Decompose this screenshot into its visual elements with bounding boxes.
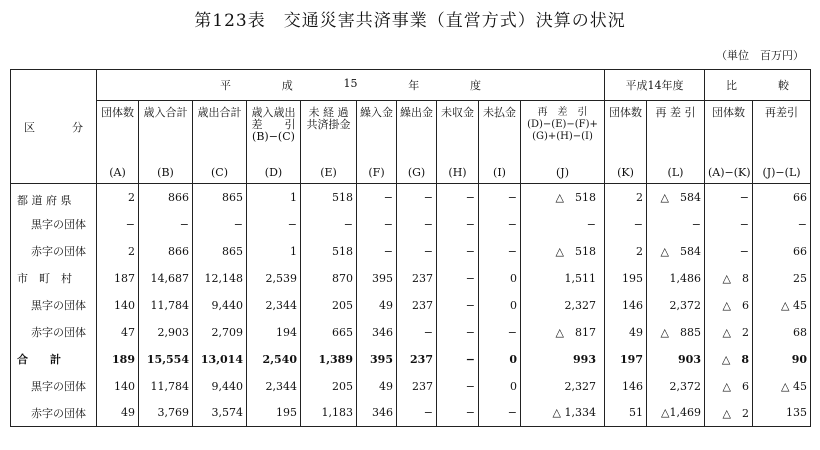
table-cell: − <box>357 184 397 211</box>
column-header <box>605 101 647 184</box>
column-header <box>397 101 437 184</box>
table-cell: 2 <box>97 184 139 211</box>
column-header-code: (H) <box>448 166 467 179</box>
column-header-code: (C) <box>211 166 228 179</box>
column-header <box>357 101 397 184</box>
table-cell: − <box>479 319 521 346</box>
h15-char-1: 平 <box>220 79 231 92</box>
table-cell: − <box>397 238 437 265</box>
h15-char-2: 成 <box>281 79 293 92</box>
h14-group-header: 平成14年度 <box>605 70 705 101</box>
table-cell: − <box>437 238 479 265</box>
table-cell: − <box>479 184 521 211</box>
table-cell: 2,372 <box>647 373 705 400</box>
table-cell: 346 <box>357 400 397 427</box>
row-label: 都 道 府 県 <box>11 184 97 211</box>
table-cell: △ 518 <box>521 184 605 211</box>
table-cell: 49 <box>357 292 397 319</box>
table-cell: △ 2 <box>705 400 753 427</box>
column-header-code: (J)−(L) <box>762 166 801 179</box>
table-row <box>11 238 811 265</box>
row-label: 赤字の団体 <box>11 400 97 427</box>
table-cell: 1 <box>247 184 301 211</box>
table-cell: − <box>97 211 139 238</box>
column-header-label: 団体数 <box>609 106 642 119</box>
table-cell: 11,784 <box>139 292 193 319</box>
table-cell: 2 <box>605 184 647 211</box>
table-cell: 2,539 <box>247 265 301 292</box>
table-cell: 1 <box>247 238 301 265</box>
table-row <box>11 265 811 292</box>
column-header-label: 団体数 <box>101 106 134 119</box>
kubun-char-2: 分 <box>72 120 83 134</box>
column-header-code: (A) <box>109 166 126 179</box>
column-header-label: 繰出金 <box>400 106 433 119</box>
table-cell: △ 584 <box>647 238 705 265</box>
table-cell: − <box>397 400 437 427</box>
column-header <box>479 101 521 184</box>
table-cell: 0 <box>479 346 521 373</box>
table-cell: − <box>357 211 397 238</box>
table-cell: 1,511 <box>521 265 605 292</box>
table-cell: 237 <box>397 265 437 292</box>
table-row <box>11 400 811 427</box>
table-cell: 865 <box>193 238 247 265</box>
column-header-label: 再 差 引 <box>655 106 696 119</box>
column-header <box>247 101 301 184</box>
table-cell: − <box>479 400 521 427</box>
row-label: 赤字の団体 <box>11 238 97 265</box>
column-header <box>97 101 139 184</box>
table-cell: − <box>437 211 479 238</box>
table-cell: △ 45 <box>781 298 807 312</box>
table-cell: 187 <box>97 265 139 292</box>
table-cell: − <box>139 211 193 238</box>
table-cell: △ 45 <box>781 379 807 393</box>
table-cell: − <box>357 238 397 265</box>
table-cell: − <box>397 319 437 346</box>
column-header-code: (K) <box>617 166 634 179</box>
table-cell: 237 <box>397 346 437 373</box>
table-cell: △ 584 <box>647 184 705 211</box>
table-cell: 1,486 <box>647 265 705 292</box>
row-label: 合 計 <box>11 346 97 373</box>
table-cell: 2 <box>97 238 139 265</box>
table-cell: − <box>521 211 605 238</box>
table-cell: 189 <box>97 346 139 373</box>
table-cell: 0 <box>479 373 521 400</box>
table-cell: 140 <box>97 373 139 400</box>
table-cell: 197 <box>605 346 647 373</box>
h15-char-3: 15 <box>343 77 358 90</box>
column-header-code: (A)−(K) <box>708 166 751 179</box>
table-cell: 518 <box>301 238 357 265</box>
table-cell: 3,769 <box>139 400 193 427</box>
column-header <box>301 101 357 184</box>
column-header-label: 未払金 <box>483 106 516 119</box>
table-cell: △ 817 <box>521 319 605 346</box>
column-header-code: (F) <box>368 166 385 179</box>
table-cell: 903 <box>647 346 705 373</box>
table-cell: △ 6 <box>705 373 753 400</box>
table-cell: 9,440 <box>193 292 247 319</box>
column-header <box>193 101 247 184</box>
column-header-code: (I) <box>493 166 506 179</box>
column-header-label: 歳入合計 <box>143 106 188 119</box>
settlement-table <box>10 69 811 427</box>
table-cell: 194 <box>247 319 301 346</box>
table-cell: 2,372 <box>647 292 705 319</box>
table-cell: 135 <box>786 406 807 420</box>
table-cell: 2 <box>605 238 647 265</box>
table-cell: 49 <box>97 400 139 427</box>
table-cell: 395 <box>357 265 397 292</box>
column-header-label: 繰入金 <box>360 106 393 119</box>
table-row <box>11 373 811 400</box>
table-cell: 13,014 <box>193 346 247 373</box>
table-cell: 66 <box>793 190 807 204</box>
table-cell: − <box>437 346 479 373</box>
table-cell: 47 <box>97 319 139 346</box>
table-cell: 2,344 <box>247 292 301 319</box>
table-cell: 3,574 <box>193 400 247 427</box>
table-cell: − <box>301 211 357 238</box>
table-cell: 346 <box>357 319 397 346</box>
table-cell: 2,540 <box>247 346 301 373</box>
table-cell: − <box>437 319 479 346</box>
table-cell: 2,344 <box>247 373 301 400</box>
table-cell: − <box>437 400 479 427</box>
column-header <box>647 101 705 184</box>
kubun-header <box>11 70 97 184</box>
table-cell: 25 <box>793 271 807 285</box>
row-label: 赤字の団体 <box>11 319 97 346</box>
column-header <box>139 101 193 184</box>
table-cell: △1,469 <box>647 400 705 427</box>
table-cell: − <box>437 292 479 319</box>
table-cell: 90 <box>791 352 807 366</box>
row-label: 黒字の団体 <box>11 373 97 400</box>
table-cell: 1,389 <box>301 346 357 373</box>
table-cell: 146 <box>605 373 647 400</box>
column-header <box>437 101 479 184</box>
table-title: 第123表 交通災害共済事業（直営方式）決算の状況 <box>194 11 626 31</box>
table-cell: △ 1,334 <box>521 400 605 427</box>
table-cell: 237 <box>397 292 437 319</box>
table-cell: 205 <box>301 373 357 400</box>
table-cell: − <box>605 211 647 238</box>
table-cell: 49 <box>605 319 647 346</box>
table-cell: 2,327 <box>521 373 605 400</box>
table-cell: △ 885 <box>647 319 705 346</box>
kubun-char-1: 区 <box>24 120 35 134</box>
table-cell: 15,554 <box>139 346 193 373</box>
column-header <box>521 101 605 184</box>
table-cell: 0 <box>479 265 521 292</box>
table-cell: − <box>397 184 437 211</box>
table-cell: 195 <box>247 400 301 427</box>
table-cell: 2,327 <box>521 292 605 319</box>
table-cell: − <box>705 238 753 265</box>
table-row <box>11 346 811 373</box>
table-cell: − <box>479 238 521 265</box>
table-cell: 49 <box>357 373 397 400</box>
table-cell: − <box>193 211 247 238</box>
row-label: 黒字の団体 <box>11 211 97 238</box>
column-header-code: (G) <box>407 166 426 179</box>
table-cell: 68 <box>793 325 807 339</box>
table-cell: △ 6 <box>705 292 753 319</box>
column-header-label: 再 差 引 (D)−(E)−(F)+ (G)+(H)−(I) <box>527 107 598 142</box>
table-cell: − <box>397 211 437 238</box>
column-header-label: 再差引 <box>765 106 798 119</box>
table-cell: 146 <box>605 292 647 319</box>
table-cell: 665 <box>301 319 357 346</box>
table-cell: 11,784 <box>139 373 193 400</box>
table-cell: 1,183 <box>301 400 357 427</box>
table-cell: 9,440 <box>193 373 247 400</box>
table-cell: − <box>247 211 301 238</box>
column-header-code: (J) <box>556 166 569 179</box>
table-cell: △ 8 <box>705 265 753 292</box>
table-row <box>11 319 811 346</box>
table-cell: 205 <box>301 292 357 319</box>
h15-group-header <box>97 70 605 101</box>
unit-note: （単位 百万円） <box>716 49 804 62</box>
table-cell: − <box>647 211 705 238</box>
table-cell: 0 <box>479 292 521 319</box>
compare-group-header <box>705 70 811 101</box>
table-cell: 66 <box>793 244 807 258</box>
table-cell: 195 <box>605 265 647 292</box>
table-cell: 993 <box>521 346 605 373</box>
table-cell: − <box>437 265 479 292</box>
table-cell: 2,903 <box>139 319 193 346</box>
table-cell: − <box>437 373 479 400</box>
table-cell: △ 2 <box>705 319 753 346</box>
column-header-label: 団体数 <box>712 106 745 119</box>
table-cell: − <box>797 217 807 231</box>
table-cell: 51 <box>605 400 647 427</box>
table-cell: 866 <box>139 238 193 265</box>
column-header-label: 歳入歳出 差 引 (B)−(C) <box>251 106 296 143</box>
table-cell: − <box>437 184 479 211</box>
column-header-code: (L) <box>667 166 684 179</box>
column-header <box>753 101 811 184</box>
column-header <box>705 101 753 184</box>
table-row <box>11 292 811 319</box>
row-label: 市 町 村 <box>11 265 97 292</box>
table-row <box>11 184 811 211</box>
table-cell: 870 <box>301 265 357 292</box>
table-cell: 12,148 <box>193 265 247 292</box>
column-header-label: 未収金 <box>441 106 474 119</box>
table-cell: 866 <box>139 184 193 211</box>
table-cell: 865 <box>193 184 247 211</box>
table-cell: △ 8 <box>705 346 753 373</box>
column-header-label: 未 経 過 共済掛金 <box>306 106 351 131</box>
table-cell: 518 <box>301 184 357 211</box>
table-cell: − <box>705 211 753 238</box>
table-cell: − <box>705 184 753 211</box>
column-header-code: (B) <box>157 166 174 179</box>
row-label: 黒字の団体 <box>11 292 97 319</box>
column-header-code: (E) <box>320 166 337 179</box>
table-cell: 140 <box>97 292 139 319</box>
column-header-code: (D) <box>264 166 283 179</box>
h15-char-4: 年 <box>408 79 420 92</box>
table-cell: 14,687 <box>139 265 193 292</box>
column-header-label: 歳出合計 <box>197 106 242 119</box>
table-cell: − <box>479 211 521 238</box>
table-row <box>11 211 811 238</box>
table-cell: 395 <box>357 346 397 373</box>
cmp-char-1: 比 <box>726 79 737 92</box>
h15-char-5: 度 <box>470 79 481 92</box>
table-cell: △ 518 <box>521 238 605 265</box>
table-cell: 237 <box>397 373 437 400</box>
cmp-char-2: 較 <box>778 79 789 92</box>
table-cell: 2,709 <box>193 319 247 346</box>
